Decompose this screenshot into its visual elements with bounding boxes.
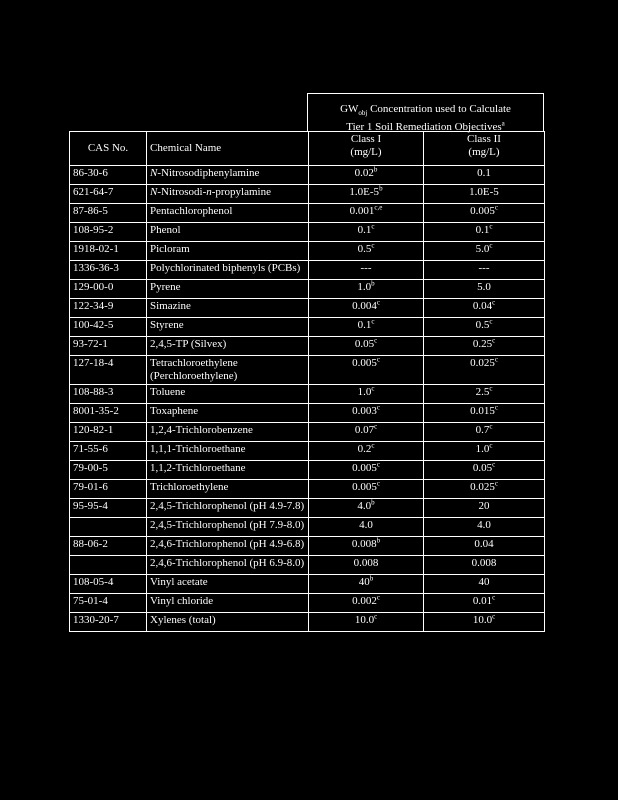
cas-number-cell: 8001-35-2 xyxy=(70,404,147,423)
class1-value-cell: 10.0$^c$ xyxy=(309,613,424,632)
table-row xyxy=(70,242,545,261)
table-row xyxy=(70,442,545,461)
table-row xyxy=(70,385,545,404)
class2-value-cell: 20 xyxy=(424,499,545,518)
class1-value-cell: 4.0 xyxy=(309,518,424,537)
chemical-name-cell: Xylenes (total) xyxy=(147,613,309,632)
table-row xyxy=(70,166,545,185)
class1-value-cell: 1.0E-5$^b$ xyxy=(309,185,424,204)
class1-value-cell: 0.02$^b$ xyxy=(309,166,424,185)
chemical-name-cell: 2,4,5-TP (Silvex) xyxy=(147,337,309,356)
col-name-header: Chemical Name xyxy=(147,132,309,166)
table-row xyxy=(70,518,545,537)
table-row xyxy=(70,594,545,613)
chemical-name-cell: Pyrene xyxy=(147,280,309,299)
table-row xyxy=(70,223,545,242)
chemical-name-cell: Pentachlorophenol xyxy=(147,204,309,223)
cas-number-cell: 621-64-7 xyxy=(70,185,147,204)
class1-value-cell: --- xyxy=(309,261,424,280)
class1-value-cell: 1.0$^b$ xyxy=(309,280,424,299)
chemical-table xyxy=(69,131,545,632)
class1-value-cell: 0.1$^c$ xyxy=(309,318,424,337)
col-cas-header: CAS No. xyxy=(70,132,147,166)
class2-value-cell: 4.0 xyxy=(424,518,545,537)
chemical-name-cell: Toluene xyxy=(147,385,309,404)
chemical-name-cell: Simazine xyxy=(147,299,309,318)
chemical-name-cell: N-Nitrosodiphenylamine xyxy=(147,166,309,185)
table-row xyxy=(70,204,545,223)
chemical-name-cell: Styrene xyxy=(147,318,309,337)
table-row xyxy=(70,318,545,337)
table-row xyxy=(70,185,545,204)
table-row xyxy=(70,423,545,442)
class1-value-cell: 0.1$^c$ xyxy=(309,223,424,242)
class2-value-cell: 0.25$^c$ xyxy=(424,337,545,356)
class1-value-cell: 0.005$^c$ xyxy=(309,461,424,480)
chemical-name-cell: 1,2,4-Trichlorobenzene xyxy=(147,423,309,442)
cas-number-cell xyxy=(70,556,147,575)
cas-number-cell: 108-88-3 xyxy=(70,385,147,404)
class2-value-cell: 0.01$^c$ xyxy=(424,594,545,613)
class1-value-cell: 0.005$^c$ xyxy=(309,356,424,385)
class1-value-cell: 40$^b$ xyxy=(309,575,424,594)
table-row xyxy=(70,613,545,632)
gw-objective-header xyxy=(307,93,544,134)
class1-value-cell: 0.07$^c$ xyxy=(309,423,424,442)
cas-number-cell xyxy=(70,518,147,537)
class1-value-cell: 0.004$^c$ xyxy=(309,299,424,318)
class1-value-cell: 0.005$^c$ xyxy=(309,480,424,499)
cas-number-cell: 1330-20-7 xyxy=(70,613,147,632)
class2-value-cell: 0.05$^c$ xyxy=(424,461,545,480)
cas-number-cell: 87-86-5 xyxy=(70,204,147,223)
class2-value-cell: 0.008 xyxy=(424,556,545,575)
table-row xyxy=(70,575,545,594)
cas-number-cell: 79-01-6 xyxy=(70,480,147,499)
chemical-name-cell: 2,4,5-Trichlorophenol (pH 4.9-7.8) xyxy=(147,499,309,518)
class2-value-cell: 0.04 xyxy=(424,537,545,556)
class2-value-cell: 0.1$^c$ xyxy=(424,223,545,242)
table-row xyxy=(70,280,545,299)
class1-value-cell: 0.05$^c$ xyxy=(309,337,424,356)
chemical-name-cell: Tetrachloroethylene (Perchloroethylene) xyxy=(147,356,309,385)
class1-value-cell: 0.002$^c$ xyxy=(309,594,424,613)
class1-value-cell: 0.001$^{c,e}$ xyxy=(309,204,424,223)
class2-value-cell: 0.025$^c$ xyxy=(424,480,545,499)
class2-value-cell: 5.0$^c$ xyxy=(424,242,545,261)
cas-number-cell: 1336-36-3 xyxy=(70,261,147,280)
class1-value-cell: 0.2$^c$ xyxy=(309,442,424,461)
chemical-name-cell: 2,4,6-Trichlorophenol (pH 6.9-8.0) xyxy=(147,556,309,575)
gw-label: $GW_{obj}$ xyxy=(340,103,368,118)
cas-number-cell: 75-01-4 xyxy=(70,594,147,613)
class2-value-cell: 10.0$^c$ xyxy=(424,613,545,632)
table-row xyxy=(70,537,545,556)
cas-number-cell: 88-06-2 xyxy=(70,537,147,556)
header-line2: Tier 1 Soil Remediation Objectives xyxy=(346,121,502,134)
class2-value-cell: 40 xyxy=(424,575,545,594)
class2-value-cell: 1.0$^c$ xyxy=(424,442,545,461)
class2-value-cell: 0.7$^c$ xyxy=(424,423,545,442)
chemical-name-cell: Trichloroethylene xyxy=(147,480,309,499)
cas-number-cell: 79-00-5 xyxy=(70,461,147,480)
chemical-name-cell: Picloram xyxy=(147,242,309,261)
class1-value-cell: 0.5$^c$ xyxy=(309,242,424,261)
table-row xyxy=(70,356,545,385)
class1-value-cell: 0.008$^b$ xyxy=(309,537,424,556)
header-footnote-mark: a xyxy=(501,119,505,128)
cas-number-cell: 71-55-6 xyxy=(70,442,147,461)
chemical-name-cell: Phenol xyxy=(147,223,309,242)
chemical-name-cell: Polychlorinated biphenyls (PCBs) xyxy=(147,261,309,280)
cas-number-cell: 93-72-1 xyxy=(70,337,147,356)
header-line1: Concentration used to Calculate xyxy=(367,103,511,115)
col-class1-header: Class I (mg/L) xyxy=(309,132,424,166)
chemical-name-cell: Vinyl chloride xyxy=(147,594,309,613)
cas-number-cell: 108-05-4 xyxy=(70,575,147,594)
class2-value-cell: 1.0E-5 xyxy=(424,185,545,204)
cas-number-cell: 120-82-1 xyxy=(70,423,147,442)
class2-value-cell: 0.5$^c$ xyxy=(424,318,545,337)
class2-value-cell: 0.025$^c$ xyxy=(424,356,545,385)
class1-value-cell: 0.003$^c$ xyxy=(309,404,424,423)
table-row xyxy=(70,499,545,518)
cas-number-cell: 100-42-5 xyxy=(70,318,147,337)
cas-number-cell: 1918-02-1 xyxy=(70,242,147,261)
col-class2-header: Class II (mg/L) xyxy=(424,132,545,166)
chemical-name-cell: 1,1,2-Trichloroethane xyxy=(147,461,309,480)
class2-value-cell: 0.04$^c$ xyxy=(424,299,545,318)
class1-value-cell: 0.008 xyxy=(309,556,424,575)
class2-value-cell: 0.1 xyxy=(424,166,545,185)
cas-number-cell: 108-95-2 xyxy=(70,223,147,242)
table-row xyxy=(70,299,545,318)
table-row xyxy=(70,261,545,280)
chemical-name-cell: Vinyl acetate xyxy=(147,575,309,594)
chemical-name-cell: N-Nitrosodi-n-propylamine xyxy=(147,185,309,204)
cas-number-cell: 129-00-0 xyxy=(70,280,147,299)
class2-value-cell: 5.0 xyxy=(424,280,545,299)
cas-number-cell: 86-30-6 xyxy=(70,166,147,185)
class2-value-cell: --- xyxy=(424,261,545,280)
table-row xyxy=(70,480,545,499)
cas-number-cell: 95-95-4 xyxy=(70,499,147,518)
table-row xyxy=(70,556,545,575)
chemical-name-cell: 1,1,1-Trichloroethane xyxy=(147,442,309,461)
cas-number-cell: 127-18-4 xyxy=(70,356,147,385)
class1-value-cell: 1.0$^c$ xyxy=(309,385,424,404)
chemical-name-cell: Toxaphene xyxy=(147,404,309,423)
table-header-row xyxy=(70,132,545,166)
table-row xyxy=(70,461,545,480)
class2-value-cell: 0.015$^c$ xyxy=(424,404,545,423)
class2-value-cell: 2.5$^c$ xyxy=(424,385,545,404)
table-row xyxy=(70,337,545,356)
chemical-name-cell: 2,4,6-Trichlorophenol (pH 4.9-6.8) xyxy=(147,537,309,556)
chemical-name-cell: 2,4,5-Trichlorophenol (pH 7.9-8.0) xyxy=(147,518,309,537)
class1-value-cell: 4.0$^b$ xyxy=(309,499,424,518)
table-row xyxy=(70,404,545,423)
cas-number-cell: 122-34-9 xyxy=(70,299,147,318)
class2-value-cell: 0.005$^c$ xyxy=(424,204,545,223)
